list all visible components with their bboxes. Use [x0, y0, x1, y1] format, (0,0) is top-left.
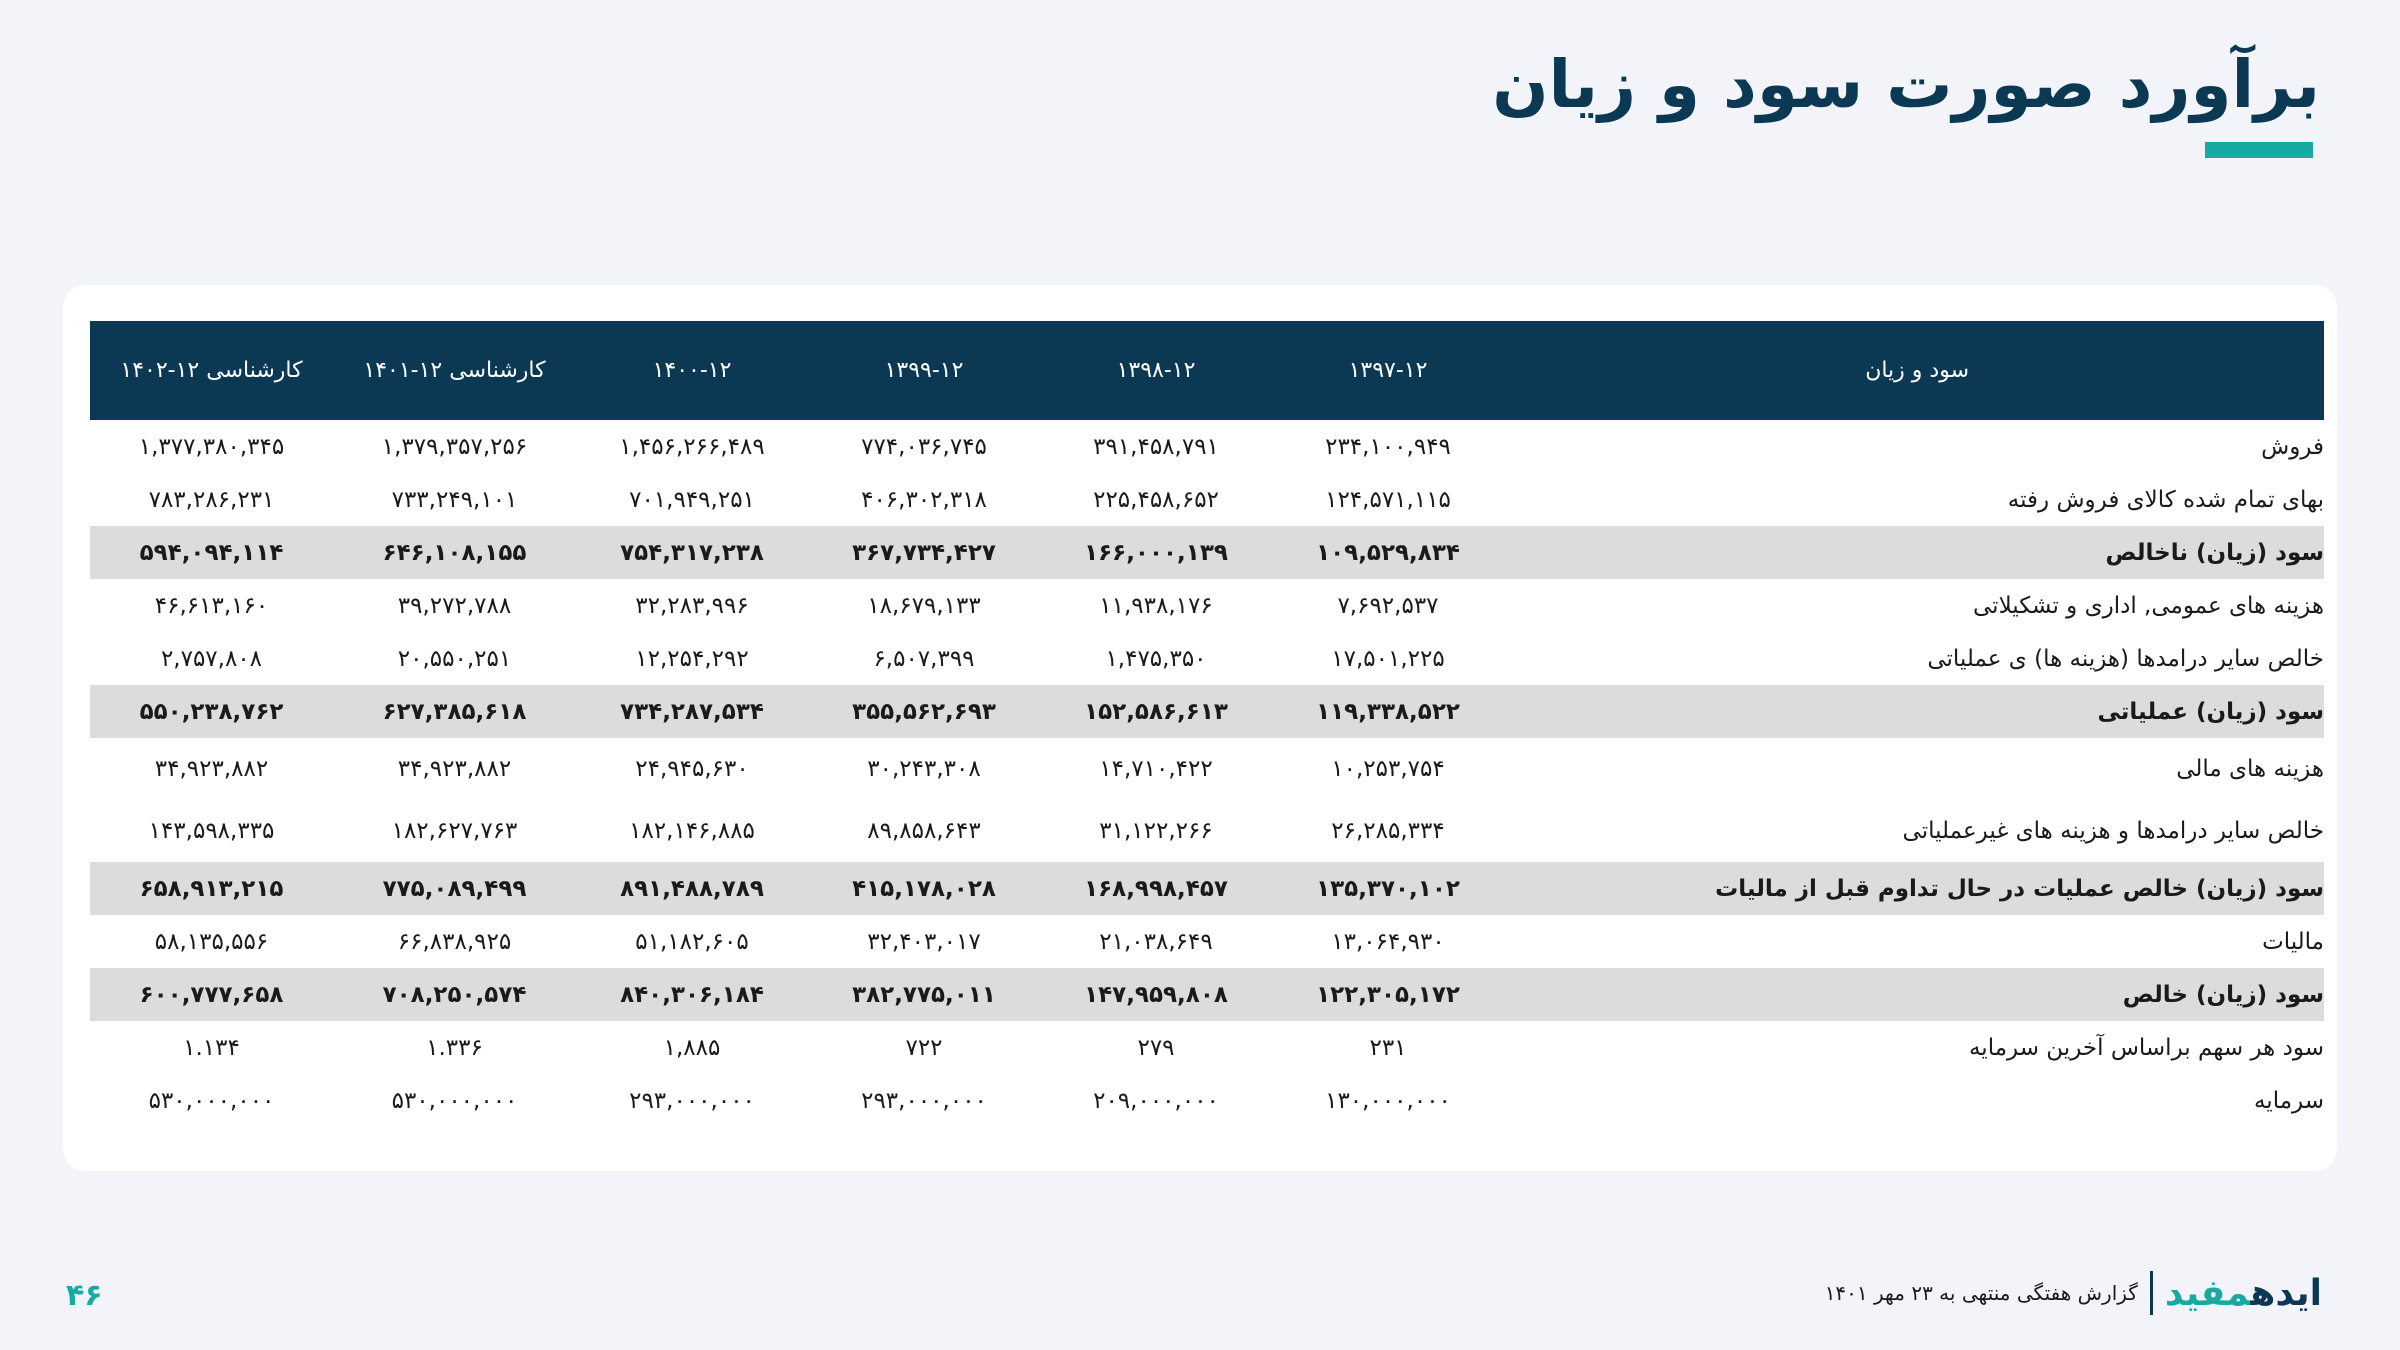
page-number: ۴۶: [66, 1278, 103, 1313]
row-value: ۲۹۳,۰۰۰,۰۰۰: [861, 1087, 987, 1114]
row-value: ۱۶۸,۹۹۸,۴۵۷: [1040, 862, 1272, 915]
header-year-column: ۱۴۰۰-۱۲: [576, 321, 808, 420]
row-label: سود (زیان) خالص عملیات در حال تداوم قبل از مالیات: [1504, 862, 2324, 915]
row-value: ۱۴۷,۹۵۹,۸۰۸: [1040, 968, 1272, 1021]
footer-report-text: گزارش هفتگی منتهی به ۲۳ مهر ۱۴۰۱: [1824, 1281, 2138, 1305]
row-value: ۵۹۴,۰۹۴,۱۱۴: [90, 526, 333, 579]
row-value: ۳۲,۲۸۳,۹۹۶: [635, 592, 749, 619]
brand-logo: [2165, 1273, 2322, 1314]
row-value: ۱۰۹,۵۲۹,۸۳۴: [1272, 526, 1504, 579]
row-value: ۸۹۱,۴۸۸,۷۸۹: [576, 862, 808, 915]
row-value: ۱۳,۰۶۴,۹۳۰: [1331, 928, 1445, 955]
row-value: ۷۸۳,۲۸۶,۲۳۱: [148, 486, 275, 513]
row-value: ۱۶۶,۰۰۰,۱۳۹: [1040, 526, 1272, 579]
table-row: [90, 579, 2324, 632]
row-value: ۱۷,۵۰۱,۲۲۵: [1331, 645, 1445, 672]
row-value: ۱۸۲,۱۴۶,۸۸۵: [629, 818, 755, 844]
table-row-subtotal: [90, 526, 2324, 579]
header-year-column: ۱۳۹۹-۱۲: [808, 321, 1040, 420]
header-label-column: سود و زیان: [1504, 321, 2324, 420]
row-value: ۲۱,۰۳۸,۶۴۹: [1099, 928, 1213, 955]
row-value: ۵۱,۱۸۲,۶۰۵: [635, 928, 749, 955]
row-label: سود (زیان) ناخالص: [1504, 526, 2324, 579]
row-value: ۳۰,۲۴۳,۳۰۸: [867, 756, 981, 782]
table-row-subtotal: [90, 968, 2324, 1021]
row-value: ۲۹۳,۰۰۰,۰۰۰: [629, 1087, 755, 1114]
table-row: [90, 1074, 2324, 1127]
row-value: ۲۲۵,۴۵۸,۶۵۲: [1093, 486, 1219, 513]
row-value: ۵۸,۱۳۵,۵۵۶: [154, 928, 269, 955]
row-value: ۱۲,۲۵۴,۲۹۲: [635, 645, 749, 672]
row-value: ۳۹,۲۷۲,۷۸۸: [397, 592, 512, 619]
row-value: ۱۴,۷۱۰,۴۲۲: [1099, 756, 1213, 782]
row-value: ۴۶,۶۱۳,۱۶۰: [154, 592, 269, 619]
row-value: ۲,۷۵۷,۸۰۸: [160, 645, 263, 672]
row-value: ۴۱۵,۱۷۸,۰۲۸: [808, 862, 1040, 915]
row-value: ۳۸۲,۷۷۵,۰۱۱: [808, 968, 1040, 1021]
row-value: ۴۰۶,۳۰۲,۳۱۸: [861, 486, 987, 513]
footer-branding: [1825, 1268, 2322, 1318]
row-value: ۷۲۲: [905, 1034, 943, 1061]
row-value: ۶,۵۰۷,۳۹۹: [873, 645, 975, 672]
row-value: ۲۷۹: [1137, 1034, 1175, 1061]
row-value: ۱۰,۲۵۳,۷۵۴: [1331, 756, 1445, 782]
row-value: ۱۸۲,۶۲۷,۷۶۳: [391, 818, 518, 844]
row-value: ۱۲۴,۵۷۱,۱۱۵: [1325, 486, 1451, 513]
brand-logo-part2: مفید: [2164, 1272, 2251, 1314]
table-row-subtotal: [90, 862, 2324, 915]
row-value: ۷۵۴,۳۱۷,۲۳۸: [576, 526, 808, 579]
row-value: ۵۵۰,۲۳۸,۷۶۲: [90, 685, 333, 738]
row-value: ۷۳۴,۲۸۷,۵۳۴: [576, 685, 808, 738]
row-value: ۷۳۳,۲۴۹,۱۰۱: [391, 486, 518, 513]
row-label: سود هر سهم براساس آخرین سرمایه: [1968, 1034, 2324, 1061]
table-row: [90, 915, 2324, 968]
table-row: [90, 632, 2324, 685]
income-statement-table: [90, 321, 2324, 1127]
row-value: ۲۰,۵۵۰,۲۵۱: [397, 645, 512, 672]
row-value: ۸۹,۸۵۸,۶۴۳: [867, 818, 981, 844]
row-label: فروش: [2261, 433, 2324, 460]
brand-logo-part1: ایده: [2250, 1272, 2322, 1314]
row-value: ۳۶۷,۷۳۴,۴۲۷: [808, 526, 1040, 579]
row-value: ۸۴۰,۳۰۶,۱۸۴: [576, 968, 808, 1021]
row-value: ۱۵۲,۵۸۶,۶۱۳: [1040, 685, 1272, 738]
table-row: [90, 420, 2324, 473]
row-value: ۳۵۵,۵۶۲,۶۹۳: [808, 685, 1040, 738]
row-value: ۷۷۵,۰۸۹,۴۹۹: [333, 862, 576, 915]
table-row: [90, 800, 2324, 862]
row-value: ۲۳۱: [1369, 1034, 1407, 1061]
row-value: ۲۰۹,۰۰۰,۰۰۰: [1093, 1087, 1219, 1114]
row-label: مالیات: [2262, 928, 2324, 955]
row-value: ۷۰۸,۲۵۰,۵۷۴: [333, 968, 576, 1021]
row-value: ۱۱۹,۳۳۸,۵۲۲: [1272, 685, 1504, 738]
page-title: برآورد صورت سود و زیان: [1492, 46, 2320, 123]
row-label: سود (زیان) خالص: [1504, 968, 2324, 1021]
row-value: ۷,۶۹۲,۵۳۷: [1337, 592, 1439, 619]
row-value: ۳۴,۹۲۳,۸۸۲: [397, 756, 512, 782]
row-label: خالص سایر درامدها (هزینه ها) ی عملیاتی: [1927, 645, 2324, 672]
header-year-column: کارشناسی ۱۲-۱۴۰۲: [90, 321, 333, 420]
table-body: [90, 420, 2324, 1127]
row-label: سرمایه: [2253, 1087, 2324, 1114]
row-label: هزینه های مالی: [2176, 756, 2324, 782]
table-header-row: [90, 321, 2324, 420]
row-value: ۱۲۲,۳۰۵,۱۷۲: [1272, 968, 1504, 1021]
table-row: [90, 738, 2324, 800]
row-value: ۱.۱۳۴: [183, 1034, 240, 1061]
row-value: ۲۶,۲۸۵,۳۳۴: [1331, 818, 1445, 844]
row-value: ۶۰۰,۷۷۷,۶۵۸: [90, 968, 333, 1021]
row-value: ۲۳۴,۱۰۰,۹۴۹: [1325, 433, 1451, 460]
title-accent-bar: [2205, 142, 2313, 158]
row-value: ۷۷۴,۰۳۶,۷۴۵: [861, 433, 987, 460]
row-label: هزینه های عمومی, اداری و تشکیلاتی: [1973, 592, 2324, 619]
table-row: [90, 473, 2324, 526]
row-value: ۱۴۳,۵۹۸,۳۳۵: [148, 818, 275, 844]
row-label: خالص سایر درامدها و هزینه های غیرعملیاتی: [1902, 818, 2324, 844]
row-value: ۳۴,۹۲۳,۸۸۲: [154, 756, 269, 782]
row-value: ۱۳۵,۳۷۰,۱۰۲: [1272, 862, 1504, 915]
header-year-column: کارشناسی ۱۲-۱۴۰۱: [333, 321, 576, 420]
row-value: ۱,۴۵۶,۲۶۶,۴۸۹: [619, 433, 765, 460]
row-value: ۱۳۰,۰۰۰,۰۰۰: [1325, 1087, 1451, 1114]
row-value: ۶۵۸,۹۱۳,۲۱۵: [90, 862, 333, 915]
row-value: ۱,۳۷۷,۳۸۰,۳۴۵: [138, 433, 285, 460]
row-value: ۱.۳۳۶: [426, 1034, 483, 1061]
row-value: ۶۲۷,۳۸۵,۶۱۸: [333, 685, 576, 738]
header-year-column: ۱۳۹۷-۱۲: [1272, 321, 1504, 420]
row-label: بهای تمام شده کالای فروش رفته: [2007, 486, 2324, 513]
row-value: ۱۱,۹۳۸,۱۷۶: [1099, 592, 1213, 619]
row-value: ۶۴۶,۱۰۸,۱۵۵: [333, 526, 576, 579]
table-row-subtotal: [90, 685, 2324, 738]
table-card: [63, 285, 2337, 1171]
row-value: ۶۶,۸۳۸,۹۲۵: [397, 928, 512, 955]
row-value: ۱,۸۸۵: [663, 1034, 721, 1061]
row-value: ۳۱,۱۲۲,۲۶۶: [1099, 818, 1213, 844]
row-value: ۲۴,۹۴۵,۶۳۰: [635, 756, 749, 782]
row-value: ۱,۳۷۹,۳۵۷,۲۵۶: [381, 433, 528, 460]
row-value: ۳۲,۴۰۳,۰۱۷: [867, 928, 981, 955]
row-value: ۷۰۱,۹۴۹,۲۵۱: [629, 486, 755, 513]
row-value: ۳۹۱,۴۵۸,۷۹۱: [1093, 433, 1219, 460]
row-value: ۵۳۰,۰۰۰,۰۰۰: [148, 1087, 275, 1114]
header-year-column: ۱۳۹۸-۱۲: [1040, 321, 1272, 420]
row-label: سود (زیان) عملیاتی: [1504, 685, 2324, 738]
row-value: ۱,۴۷۵,۳۵۰: [1105, 645, 1207, 672]
row-value: ۱۸,۶۷۹,۱۳۳: [867, 592, 981, 619]
footer-divider: [2150, 1271, 2153, 1315]
row-value: ۵۳۰,۰۰۰,۰۰۰: [391, 1087, 518, 1114]
table-row: [90, 1021, 2324, 1074]
